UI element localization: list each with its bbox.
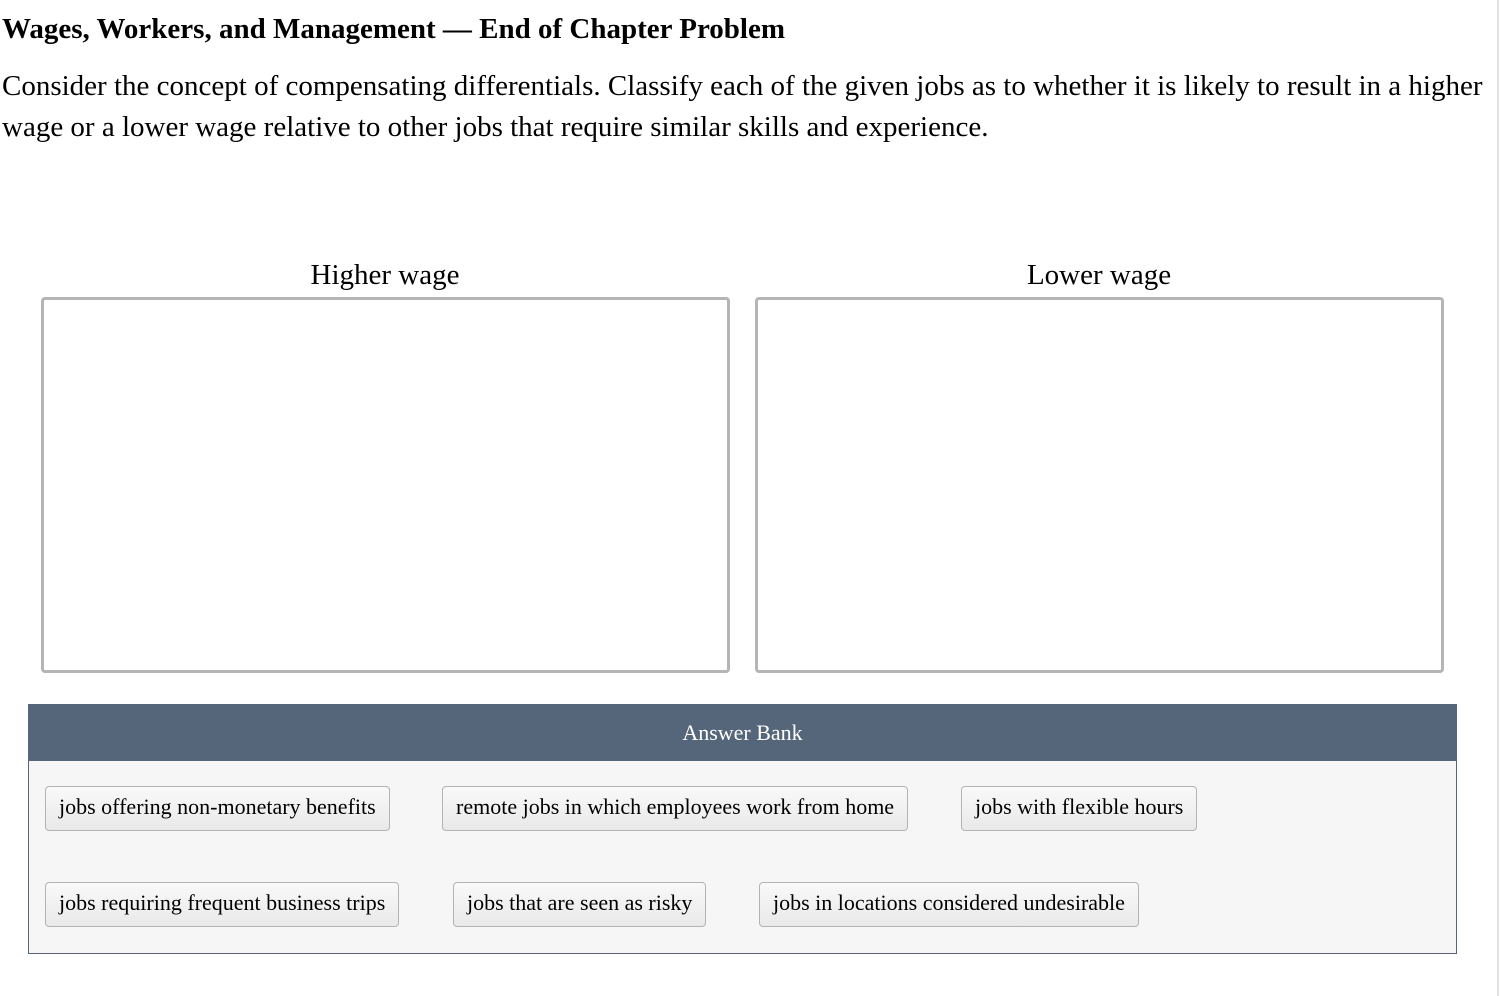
answer-bank-header: Answer Bank <box>29 705 1456 761</box>
higher-wage-drop-zone[interactable] <box>41 297 730 673</box>
answer-chip-undesirable-locations[interactable]: jobs in locations considered undesirable <box>759 882 1139 927</box>
answer-chip-risky-jobs[interactable]: jobs that are seen as risky <box>453 882 706 927</box>
problem-title: Wages, Workers, and Management — End of Chapter Problem <box>2 13 786 45</box>
higher-wage-label: Higher wage <box>310 259 460 291</box>
answer-chip-remote-jobs[interactable]: remote jobs in which employees work from home <box>442 786 908 831</box>
problem-prompt: Consider the concept of compensating differentials. Classify each of the given jobs as to whether it is likely to result in a higher wage or a lower wage relative to other jobs that require similar skills and experience. <box>2 70 1483 143</box>
lower-wage-label: Lower wage <box>1026 259 1172 291</box>
page-scroll-edge <box>1497 0 1499 996</box>
answer-bank <box>28 704 1457 954</box>
lower-wage-drop-zone[interactable] <box>755 297 1444 673</box>
answer-chip-non-monetary-benefits[interactable]: jobs offering non-monetary benefits <box>45 786 390 831</box>
answer-chip-flexible-hours[interactable]: jobs with flexible hours <box>961 786 1197 831</box>
answer-chip-business-trips[interactable]: jobs requiring frequent business trips <box>45 882 399 927</box>
